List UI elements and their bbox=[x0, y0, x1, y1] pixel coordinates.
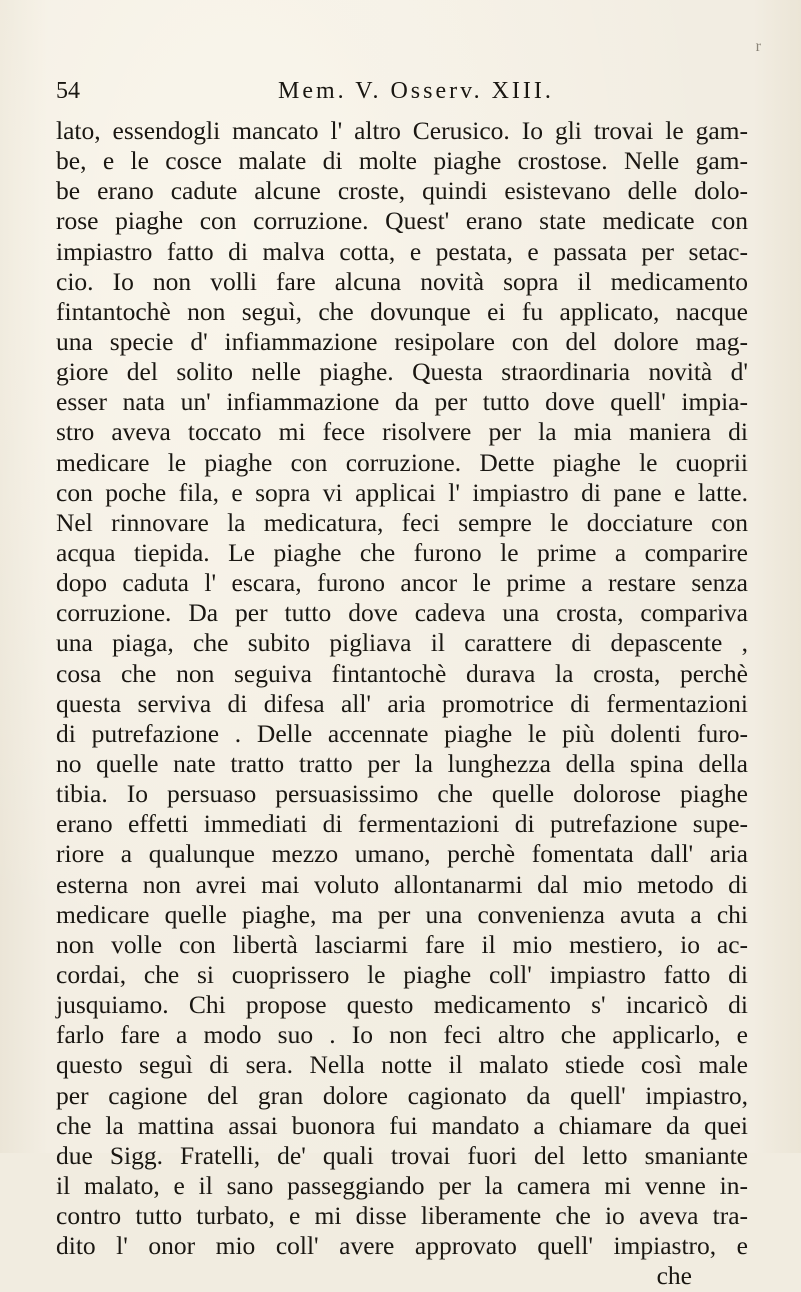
text-line: cosa che non seguiva fintantochè durava la crosta, perchè bbox=[56, 658, 748, 688]
page-header bbox=[56, 78, 756, 108]
text-line: due Sigg. Fratelli, de' quali trovai fuori del letto smaniante bbox=[56, 1140, 748, 1170]
text-line: medicare le piaghe con corruzione. Dette piaghe le cuoprii bbox=[56, 447, 748, 477]
running-head: Mem. V. Osserv. XIII. bbox=[278, 78, 554, 104]
text-line: questo seguì di sera. Nella notte il malato stiede così male bbox=[56, 1050, 748, 1080]
text-line: giore del solito nelle piaghe. Questa straordinaria novità d' bbox=[56, 357, 748, 387]
text-line: Nel rinnovare la medicatura, feci sempre le docciature con bbox=[56, 507, 748, 537]
text-line: lato, essendogli mancato l' altro Cerusico. Io gli trovai le gam- bbox=[56, 116, 748, 145]
text-line: che la mattina assai buonora fui mandato a chiamare da quei bbox=[56, 1110, 748, 1140]
text-line: stro aveva toccato mi fece risolvere per la mia maniera di bbox=[56, 417, 748, 447]
page-number: 54 bbox=[56, 78, 80, 104]
text-line: riore a qualunque mezzo umano, perchè fomentata dall' aria bbox=[56, 839, 748, 869]
text-line: contro tutto turbato, e mi disse liberamente che io aveva tra- bbox=[56, 1201, 748, 1231]
text-line: una specie d' infiammazione resipolare con del dolore mag- bbox=[56, 326, 748, 356]
text-line: be, e le cosce malate di molte piaghe crostose. Nelle gam- bbox=[56, 146, 748, 176]
text-line: no quelle nate tratto tratto per la lunghezza della spina della bbox=[56, 748, 748, 778]
text-line: il malato, e il sano passeggiando per la camera mi venne in- bbox=[56, 1170, 748, 1200]
text-line: esser nata un' infiammazione da per tutto dove quell' impia- bbox=[56, 387, 748, 417]
corner-mark: r bbox=[755, 38, 761, 55]
text-line: una piaga, che subito pigliava il carattere di depascente , bbox=[56, 628, 748, 658]
text-line: dopo caduta l' escara, furono ancor le prime a restare senza bbox=[56, 568, 748, 598]
text-line: tibia. Io persuaso persuasissimo che quelle dolorose piaghe bbox=[56, 779, 748, 809]
text-line: non volle con libertà lasciarmi fare il mio mestiero, io ac- bbox=[56, 929, 748, 959]
text-line: jusquiamo. Chi propose questo medicamento s' incaricò di bbox=[56, 990, 748, 1020]
text-line: cio. Io non volli fare alcuna novità sopra il medicamento bbox=[56, 266, 748, 296]
text-line: corruzione. Da per tutto dove cadeva una crosta, compariva bbox=[56, 598, 748, 628]
text-line: be erano cadute alcune croste, quindi esistevano delle dolo- bbox=[56, 176, 748, 206]
text-line: con poche fila, e sopra vi applicai l' impiastro di pane e latte. bbox=[56, 477, 748, 507]
text-line: dito l' onor mio coll' avere approvato quell' impiastro, e bbox=[56, 1231, 748, 1261]
text-line: acqua tiepida. Le piaghe che furono le prime a comparire bbox=[56, 537, 748, 567]
text-line: di putrefazione . Delle accennate piaghe le più dolenti furo- bbox=[56, 718, 748, 748]
text-line: fintantochè non seguì, che dovunque ei fu applicato, nacque bbox=[56, 296, 748, 326]
text-line: cordai, che si cuoprissero le piaghe coll' impiastro fatto di bbox=[56, 959, 748, 989]
text-line: esterna non avrei mai voluto allontanarmi dal mio metodo di bbox=[56, 869, 748, 899]
text-line: per cagione del gran dolore cagionato da quell' impiastro, bbox=[56, 1080, 748, 1110]
text-line: rose piaghe con corruzione. Quest' erano state medicate con bbox=[56, 206, 748, 236]
text-line: medicare quelle piaghe, ma per una convenienza avuta a chi bbox=[56, 899, 748, 929]
text-line: questa serviva di difesa all' aria promotrice di fermentazioni bbox=[56, 688, 748, 718]
body-text bbox=[56, 116, 748, 1291]
text-line: che bbox=[656, 1261, 692, 1291]
text-line: farlo fare a modo suo . Io non feci altro che applicarlo, e bbox=[56, 1020, 748, 1050]
text-line: impiastro fatto di malva cotta, e pestata, e passata per setac- bbox=[56, 236, 748, 266]
text-line: erano effetti immediati di fermentazioni di putrefazione supe- bbox=[56, 809, 748, 839]
